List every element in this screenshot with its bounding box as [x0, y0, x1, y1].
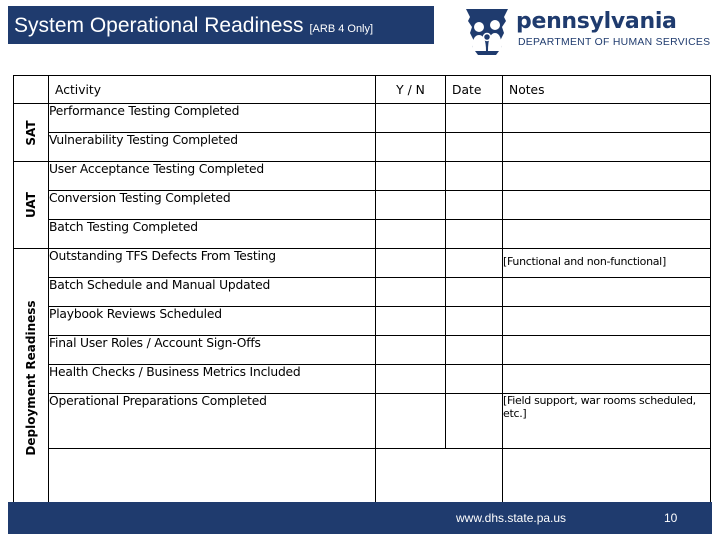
col-header-date: Date [446, 76, 503, 104]
blank-cell [376, 449, 446, 507]
date-cell[interactable] [446, 191, 503, 220]
yn-cell[interactable] [376, 336, 446, 365]
activity-cell: Health Checks / Business Metrics Included [49, 365, 376, 394]
col-header-yn: Y / N [376, 76, 446, 104]
section-label-sat: SAT [24, 119, 38, 146]
notes-cell[interactable] [503, 191, 711, 220]
activity-cell: Batch Testing Completed [49, 220, 376, 249]
date-cell[interactable] [446, 249, 503, 278]
date-cell[interactable] [446, 220, 503, 249]
table-row [14, 162, 711, 191]
section-deployment-readiness [14, 249, 49, 507]
blank-cell [49, 449, 376, 507]
section-label-uat: UAT [24, 192, 38, 218]
activity-cell: Performance Testing Completed [49, 104, 376, 133]
date-cell[interactable] [446, 133, 503, 162]
notes-cell[interactable]: [Field support, war rooms scheduled, etc.] [503, 394, 711, 449]
footer-url-link[interactable]: www.dhs.state.pa.us [456, 511, 567, 525]
yn-cell[interactable] [376, 365, 446, 394]
notes-cell[interactable]: [Functional and non-functional] [503, 249, 711, 278]
table-row [14, 249, 711, 278]
section-uat [14, 162, 49, 249]
notes-cell[interactable] [503, 278, 711, 307]
yn-cell[interactable] [376, 162, 446, 191]
date-cell[interactable] [446, 365, 503, 394]
date-cell[interactable] [446, 307, 503, 336]
yn-cell[interactable] [376, 220, 446, 249]
activity-cell: User Acceptance Testing Completed [49, 162, 376, 191]
page-subtitle: [ARB 4 Only] [309, 23, 374, 35]
page-number: 10 [664, 511, 678, 525]
header-category-cell [14, 76, 49, 104]
date-cell[interactable] [446, 104, 503, 133]
yn-cell[interactable] [376, 249, 446, 278]
table-header-row [14, 76, 711, 104]
logo-wordmark: pennsylvania [516, 9, 677, 34]
date-cell[interactable] [446, 162, 503, 191]
table-row [14, 278, 711, 307]
yn-cell[interactable] [376, 278, 446, 307]
title-bar [8, 6, 434, 44]
activity-cell: Outstanding TFS Defects From Testing [49, 249, 376, 278]
col-header-activity: Activity [49, 76, 376, 104]
activity-cell: Batch Schedule and Manual Updated [49, 278, 376, 307]
pa-dhs-logo [462, 7, 712, 57]
table-row-blank [14, 449, 711, 507]
yn-cell[interactable] [376, 104, 446, 133]
notes-cell[interactable] [503, 133, 711, 162]
col-header-notes: Notes [503, 76, 711, 104]
table-row [14, 220, 711, 249]
activity-cell: Conversion Testing Completed [49, 191, 376, 220]
notes-cell[interactable] [503, 220, 711, 249]
table-row [14, 394, 711, 449]
blank-cell [446, 449, 503, 507]
table-row [14, 307, 711, 336]
notes-cell[interactable] [503, 162, 711, 191]
notes-cell[interactable] [503, 336, 711, 365]
activity-cell: Operational Preparations Completed [49, 394, 376, 449]
activity-cell: Vulnerability Testing Completed [49, 133, 376, 162]
table-row [14, 336, 711, 365]
notes-cell[interactable] [503, 365, 711, 394]
notes-cell[interactable] [503, 104, 711, 133]
yn-cell[interactable] [376, 307, 446, 336]
yn-cell[interactable] [376, 394, 446, 449]
footer-bar [8, 502, 712, 534]
table-row [14, 133, 711, 162]
keystone-icon [462, 7, 512, 57]
blank-cell [503, 449, 711, 507]
section-sat [14, 104, 49, 162]
table-row [14, 365, 711, 394]
activity-cell: Final User Roles / Account Sign-Offs [49, 336, 376, 365]
readiness-table [13, 75, 711, 507]
logo-department: DEPARTMENT OF HUMAN SERVICES [518, 37, 711, 48]
notes-cell[interactable] [503, 307, 711, 336]
yn-cell[interactable] [376, 191, 446, 220]
table-row [14, 191, 711, 220]
date-cell[interactable] [446, 336, 503, 365]
yn-cell[interactable] [376, 133, 446, 162]
date-cell[interactable] [446, 394, 503, 449]
page-title: System Operational Readiness [14, 14, 304, 37]
table-row [14, 104, 711, 133]
date-cell[interactable] [446, 278, 503, 307]
section-label-deployment-readiness: Deployment Readiness [24, 299, 38, 456]
activity-cell: Playbook Reviews Scheduled [49, 307, 376, 336]
